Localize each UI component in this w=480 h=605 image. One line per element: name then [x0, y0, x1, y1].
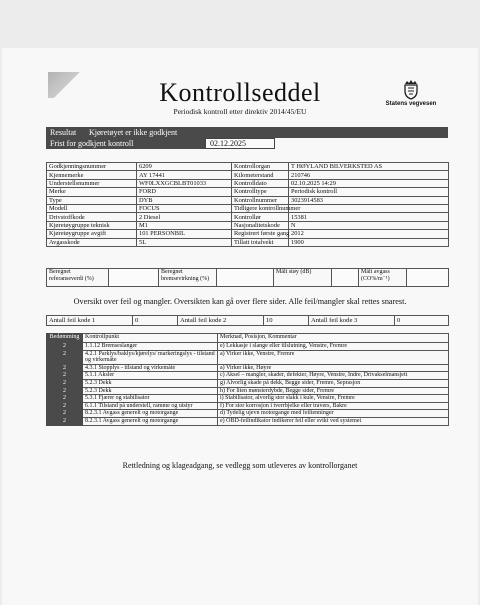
header-point: Kontrollpunkt — [83, 334, 218, 343]
logo-text: Statens vegvesen — [385, 101, 437, 107]
info-row — [47, 171, 449, 179]
defect-remark: f) For stor korrosjon i tverrbjelke eller travers, Bakre — [218, 402, 449, 410]
defect-grade: 2 — [47, 379, 83, 387]
info-value: 6209 — [137, 163, 232, 171]
info-label: Kontrollorgan — [232, 163, 289, 171]
defect-point: 1.1.12 Bremseslanger — [83, 343, 218, 351]
deadline-label: Frist for godkjent kontroll — [46, 138, 205, 149]
defect-remark: e) Lekkasje i slange eller tilslutning, Venstre, Fremre — [218, 343, 449, 351]
defect-point: 4.3.1 Stopplys - tilstand og virkemåte — [83, 364, 218, 372]
info-value: 2012 — [289, 230, 449, 238]
defect-grade: 2 — [47, 417, 83, 425]
defect-remark: g) Alvorlig skade på dekk, Begge sider, Fremre, Seprasjon — [218, 379, 449, 387]
info-value: T HØYLAND BILVERKSTED AS — [289, 163, 449, 171]
defect-row — [47, 417, 449, 425]
info-label: Understellsnummer — [47, 179, 137, 187]
deadline-value: 02.12.2025 — [205, 138, 275, 149]
defect-grade: 2 — [47, 402, 83, 410]
info-row — [47, 213, 449, 221]
defect-row — [47, 387, 449, 395]
exhaust-value — [407, 269, 449, 287]
info-label: Kjøretøygruppe avgift — [47, 230, 137, 238]
reference-value — [109, 269, 159, 287]
code1-value: 0 — [133, 316, 178, 326]
info-row — [47, 188, 449, 196]
defect-row — [47, 372, 449, 380]
info-value: Periodisk kontroll — [289, 188, 449, 196]
info-label: Registrert første gang — [232, 230, 289, 238]
info-value: 101 PERSONBIL — [137, 230, 232, 238]
defect-remark: a) Virker ikke, Venstre, Fremre — [218, 350, 449, 364]
info-value: DYB — [137, 196, 232, 204]
defect-point: 5.2.3 Dekk — [83, 387, 218, 395]
defect-row — [47, 343, 449, 351]
code1-label: Antall feil kode 1 — [47, 316, 133, 326]
defect-grade: 2 — [47, 364, 83, 372]
info-row — [47, 163, 449, 171]
info-row — [47, 221, 449, 229]
measurement-table — [46, 268, 449, 287]
defect-remark: c) Aksel – mangler, skader, defekter, Høyre, Venstre, Indre, Drivakselmansjett — [218, 372, 449, 380]
info-value: WF0LXXGCBLBT01033 — [137, 179, 232, 187]
footer-note: Rettledning og klageadgang, se vedlegg som utleveres av kontrollorganet — [122, 461, 358, 470]
defect-point: 6.1.1 Tilstand på understell, ramme og utstyr — [83, 402, 218, 410]
defect-row — [47, 350, 449, 364]
defect-grade: 2 — [47, 387, 83, 395]
defect-row — [47, 402, 449, 410]
defect-point: 4.2.1 Parklys/baklys/kjørelys/ markeringslys - tilstand og virkemåte — [83, 350, 218, 364]
code2-label: Antall feil kode 2 — [178, 316, 264, 326]
defect-grade: 2 — [47, 395, 83, 403]
code2-value: 10 — [264, 316, 309, 326]
info-value: AY 17441 — [137, 171, 232, 179]
noise-label: Målt støy (dB) — [274, 269, 332, 287]
defect-grade: 2 — [47, 410, 83, 418]
result-box — [46, 127, 448, 149]
document-title: Kontrollseddel — [159, 78, 321, 107]
info-label: Type — [47, 196, 137, 204]
info-value — [289, 204, 449, 212]
defect-point: 5.2.3 Dekk — [83, 379, 218, 387]
defect-row — [47, 395, 449, 403]
defect-grade: 2 — [47, 343, 83, 351]
code3-label: Antall feil kode 3 — [309, 316, 395, 326]
defect-row — [47, 364, 449, 372]
defect-point: 5.3.1 Fjærer og stabilisator — [83, 395, 218, 403]
info-value: FORD — [137, 188, 232, 196]
info-row — [47, 238, 449, 246]
info-value: 3023914583 — [289, 196, 449, 204]
info-label: Kjennemerke — [47, 171, 137, 179]
info-row — [47, 230, 449, 238]
info-value: 15381 — [289, 213, 449, 221]
info-label: Kontrollør — [232, 213, 289, 221]
info-label: Kjøretøygruppe teknisk — [47, 221, 137, 229]
info-label: Tillatt totalvekt — [232, 238, 289, 246]
defect-remark: h) For liten mønsterdybde, Begge sider, Fremre — [218, 387, 449, 395]
info-label: Kontrollnummer — [232, 196, 289, 204]
noise-value — [332, 269, 359, 287]
info-row — [47, 179, 449, 187]
info-label: Kilometerstand — [232, 171, 289, 179]
info-value: 2 Diesel — [137, 213, 232, 221]
result-value: Kjøretøyet er ikke godkjent — [85, 127, 448, 138]
reference-value-label: Beregnet referanseverdi (%) — [47, 269, 109, 287]
defect-point: 5.1.1 Aksler — [83, 372, 218, 380]
exhaust-label: Målt avgass (CO%/m⁻¹) — [359, 269, 407, 287]
defects-table — [46, 333, 449, 426]
defect-remark: i) Stabilisator, alvorlig stor slakk i kule, Venstre, Fremre — [218, 395, 449, 403]
brake-effect-value — [217, 269, 274, 287]
info-value: M1 — [137, 221, 232, 229]
info-label: Godkjenningsnummer — [47, 163, 137, 171]
defect-row — [47, 379, 449, 387]
info-value: 02.10.2025 14:29 — [289, 179, 449, 187]
defect-remark: d) Tydelig ujevn motorgange med feiltenninger — [218, 410, 449, 418]
info-value: 1900 — [289, 238, 449, 246]
defect-row — [47, 410, 449, 418]
info-value: 210746 — [289, 171, 449, 179]
defect-point: 8.2.3.1 Avgass generelt og motorgange — [83, 410, 218, 418]
info-value: FOCUS — [137, 204, 232, 212]
info-label: Merke — [47, 188, 137, 196]
defect-grade: 2 — [47, 372, 83, 380]
result-label: Resultat — [46, 127, 85, 138]
defect-point: 8.2.3.1 Avgass generelt og motorgange — [83, 417, 218, 425]
info-label: Kontrolltype — [232, 188, 289, 196]
defect-remark: a) Virker ikke, Høyre — [218, 364, 449, 372]
info-label: Avgasskode — [47, 238, 137, 246]
statens-vegvesen-logo — [384, 78, 438, 107]
fault-code-counts — [46, 315, 449, 326]
code3-value: 0 — [395, 316, 449, 326]
header-remark: Merknad, Posisjon, Kommentar — [218, 334, 449, 343]
overview-note: Oversikt over feil og mangler. Oversikten kan gå over flere sider. Alle feil/mangler skal rettes snarest. — [73, 297, 407, 306]
info-row — [47, 196, 449, 204]
vehicle-info-table — [46, 162, 449, 247]
brake-effect-label: Beregnet bremsevirkning (%) — [159, 269, 217, 287]
info-row — [47, 204, 449, 212]
info-label: Drivstoffkode — [47, 213, 137, 221]
info-value: 5L — [137, 238, 232, 246]
info-label: Kontrolldato — [232, 179, 289, 187]
info-label: Tidligere kontrollnummer — [232, 204, 289, 212]
crown-shield-icon — [400, 78, 422, 100]
info-value: N — [289, 221, 449, 229]
info-label: Modell — [47, 204, 137, 212]
document-subtitle: Periodisk kontroll etter direktiv 2014/45/EU — [173, 107, 307, 116]
info-label: Nasjonalitetskode — [232, 221, 289, 229]
defect-grade: 2 — [47, 350, 83, 364]
header-grade: Bedømming — [47, 334, 83, 343]
defect-remark: e) OBD-feilindikator indikerer feil eller svikt ved systemet — [218, 417, 449, 425]
